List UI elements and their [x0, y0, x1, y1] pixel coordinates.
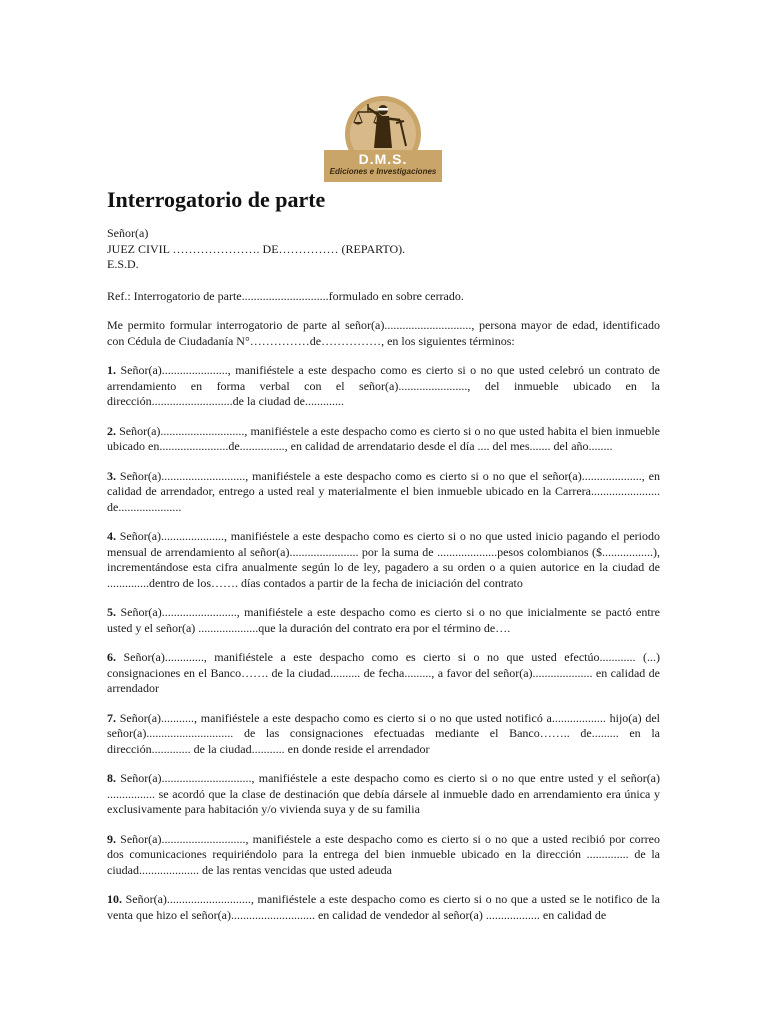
addressee-line: E.S.D. — [107, 257, 139, 271]
question-item — [107, 469, 660, 516]
logo-band — [324, 150, 442, 182]
question-item — [107, 650, 660, 697]
question-item — [107, 832, 660, 879]
question-text: Señor(a)............................, manifiéstele a este despacho como es cierto si o no que a usted se le notifico de la venta que hizo el señor(a)............................ en calidad de vendedor al señor(a) .................. en calidad de — [107, 892, 661, 922]
question-item — [107, 424, 660, 455]
document-title: Interrogatorio de parte — [107, 187, 326, 212]
question-text: Señor(a)............................, manifiéstele a este despacho como es cierto si o no que el señor(a)...................., en calidad de arrendador, entrego a usted real y materialmente el bien inmueble ubicado en la Carrera....................... de..................... — [107, 468, 660, 514]
logo-subtitle: Ediciones e Investigaciones — [329, 167, 437, 176]
question-item — [107, 363, 660, 410]
question-item — [107, 711, 660, 758]
addressee-block — [107, 226, 660, 273]
intro-paragraph: Me permito formular interrogatorio de parte al señor(a)............................., persona mayor de edad, identificado con Cédula de Ciudadanía N°……………de……………, en los siguientes términos: — [107, 318, 660, 348]
question-number: 9. — [107, 831, 116, 846]
question-text: Señor(a)............................, manifiéstele a este despacho como es cierto si o no que a usted recibió por correo dos comunicaciones requiriéndolo para la entrega del bien inmueble ubicado en la dirección .............. de la ciudad.................... de las rentas vencidas que usted adeuda — [107, 831, 660, 877]
question-item — [107, 605, 660, 636]
question-item — [107, 771, 660, 818]
question-number: 2. — [107, 423, 116, 438]
question-item — [107, 892, 660, 923]
question-item — [107, 529, 660, 591]
question-text: Señor(a)..........., manifiéstele a este despacho como es cierto si o no que usted notificó a.................. hijo(a) del señor(a)............................. de las consignaciones efectuadas mediante el Banco…….. de......... en la dirección............. de la ciudad........... en donde reside el arrendador — [107, 710, 660, 756]
question-number: 7. — [107, 710, 116, 725]
question-text: Señor(a).............................., manifiéstele a este despacho como es cierto si o no que entre usted y el señor(a) ................ se acordó que la clase de destinación que debía dársele al inmueble dado en arrendamiento era única y exclusivamente para habitación y/o vivienda suya y de su familia — [107, 771, 661, 816]
publisher-logo — [320, 90, 446, 184]
addressee-line: JUEZ CIVIL …………………. DE…………… (REPARTO). — [107, 241, 406, 256]
question-number: 5. — [107, 605, 116, 619]
logo-name: D.M.S. — [358, 151, 408, 167]
question-number: 10. — [107, 892, 122, 906]
question-text: Señor(a)........................., manifiéstele a este despacho como es cierto si o no que inicialmente se pactó entre usted y el señor(a) ....................que la duración del contrato era por el término de…. — [107, 605, 661, 635]
question-text: Señor(a)......................, manifiéstele a este despacho como es cierto si o no que usted celebró un contrato de arrendamiento en forma verbal con el señor(a)......................., del inmueble ubicado en la dirección...........................de la ciudad de............. — [107, 363, 661, 408]
question-text: Señor(a)............., manifiéstele a este despacho como es cierto si o no que usted efectúo............ (...) consignaciones en el Banco……. de la ciudad.......... de fecha........., a favor del señor(a).................... en calidad de arrendador — [107, 650, 660, 695]
addressee-line: Señor(a) — [107, 226, 149, 240]
reference-line: Ref.: Interrogatorio de parte.............................formulado en sobre cerrado. — [107, 288, 464, 303]
question-number: 3. — [107, 468, 116, 483]
document-body — [107, 226, 660, 937]
question-number: 4. — [107, 529, 116, 543]
question-text: Señor(a)....................., manifiéstele a este despacho como es cierto si o no que usted inicio pagando el periodo mensual de arrendamiento al señor(a)....................... por la suma de ....................pesos colombianos ($.................), incrementándose esta cifra anualmente según lo de ley, pagadero a su orden o a quien autorice en la ciudad de ..............dentro de los……. días contados a partir de la fecha de iniciación del contrato — [107, 529, 660, 590]
question-number: 6. — [107, 650, 116, 664]
question-text: Señor(a)............................, manifiéstele a este despacho como es cierto si o no que usted habita el bien inmueble ubicado en.......................de..............., en calidad de arrendatario desde el día .... del mes....... del año........ — [107, 423, 661, 453]
question-number: 8. — [107, 771, 116, 785]
question-number: 1. — [107, 363, 116, 377]
